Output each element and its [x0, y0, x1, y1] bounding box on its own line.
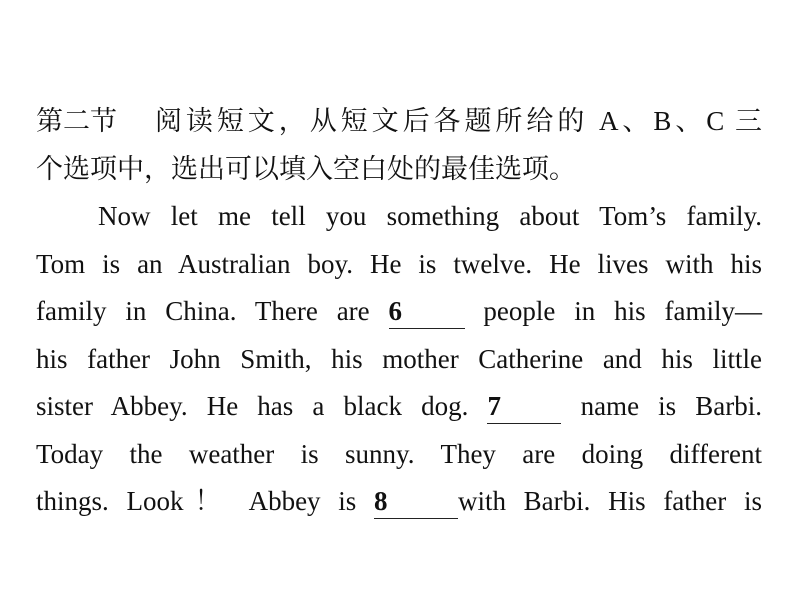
passage-line-3	[36, 288, 762, 336]
passage-line-4	[36, 336, 762, 384]
instruction-text-2: 个选项中，选出可以填入空白处的最佳选项。	[36, 153, 576, 184]
passage-text: Now let me tell you something about Tom’s family.	[98, 201, 762, 231]
passage-text: people in his family—	[483, 296, 762, 326]
passage-text: Today the weather is sunny. They are doing different	[36, 438, 762, 469]
instruction-line-2	[36, 146, 762, 194]
section-label: 第二节	[36, 106, 117, 136]
passage-text: with Barbi. His father is	[457, 486, 762, 516]
passage-text: sister Abbey. He has a black dog.	[36, 391, 469, 421]
passage-line-5	[36, 383, 762, 431]
blank-7[interactable]: 7	[487, 391, 561, 424]
passage-text: name is Barbi.	[580, 391, 763, 421]
passage-text: Tom is an Australian boy. He is twelve. He lives with his	[36, 248, 762, 279]
passage-text: things. Look！ Abbey is	[36, 486, 357, 516]
instruction-text-1: 阅读短文，从短文后各题所给的 A、B、C 三	[151, 106, 762, 136]
passage-text: his father John Smith, his mother Catherine and his little	[36, 343, 762, 374]
passage-line-1	[36, 193, 762, 241]
passage-line-2	[36, 241, 762, 289]
passage-text: family in China. There are	[36, 296, 370, 326]
blank-6[interactable]: 6	[389, 296, 465, 329]
passage-line-6	[36, 431, 762, 479]
blank-8[interactable]: 8	[374, 486, 458, 519]
passage-line-7	[36, 478, 762, 526]
document-body	[36, 98, 762, 526]
instruction-line-1	[36, 98, 762, 146]
